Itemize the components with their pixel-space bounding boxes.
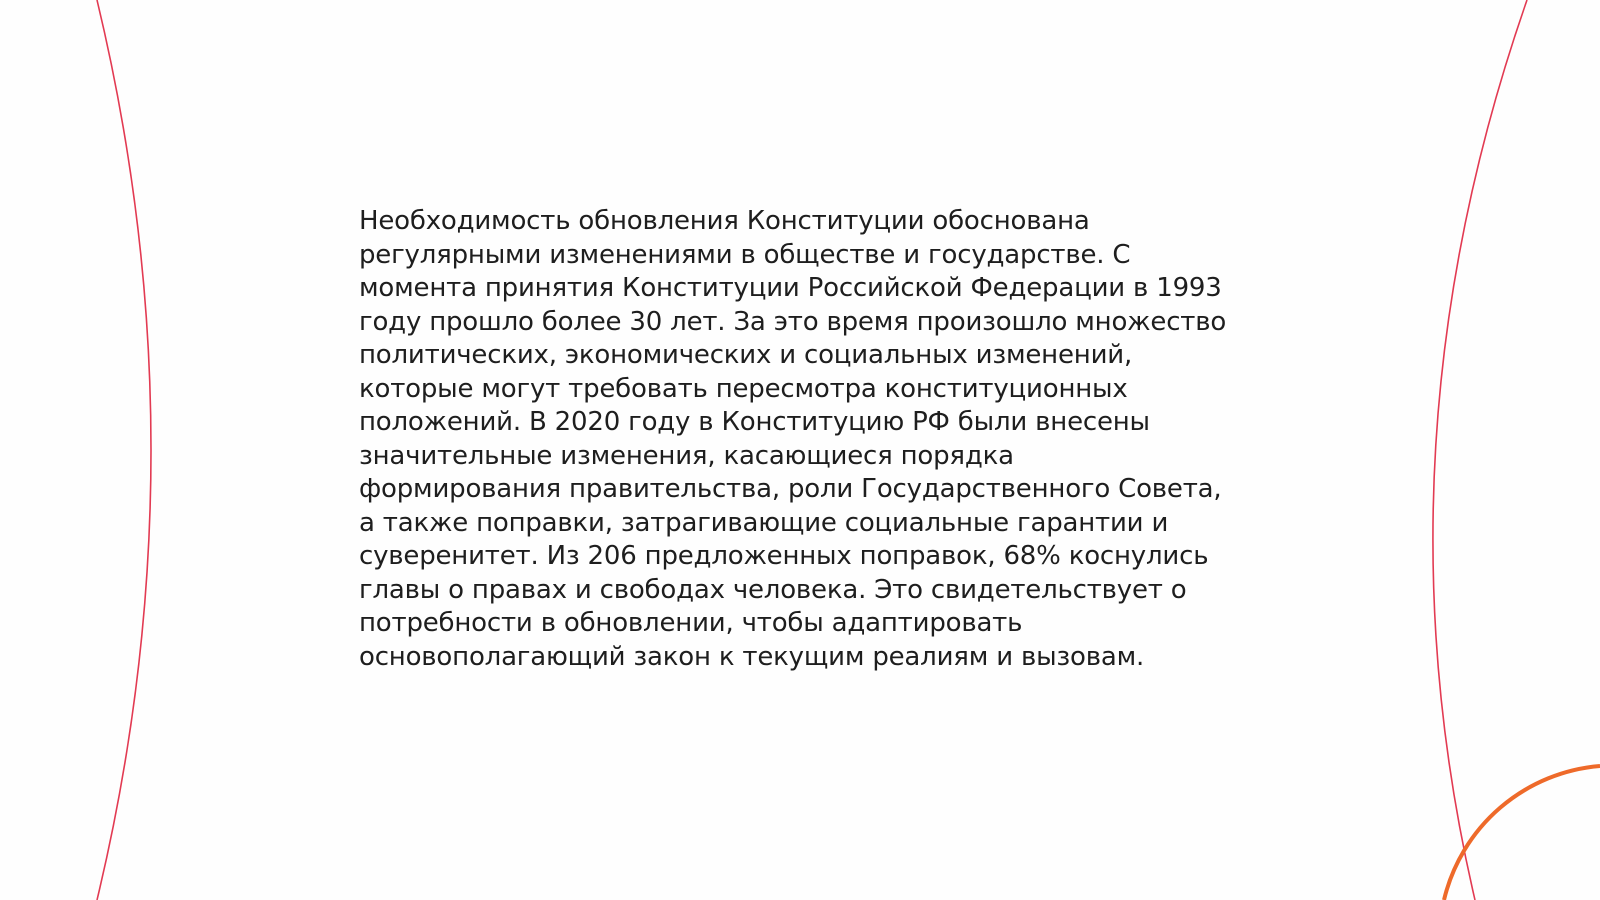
body-text-line: потребности в обновлении, чтобы адаптировать <box>359 608 1023 638</box>
left-curve-line <box>97 0 151 900</box>
body-text-line: а также поправки, затрагивающие социальные гарантии и <box>359 507 1169 538</box>
body-text-line: формирования правительства, роли Государственного Совета, <box>359 474 1222 504</box>
body-text-line: году прошло более 30 лет. За это время произошло множество <box>359 306 1227 337</box>
body-text-line: главы о правах и свободах человека. Это свидетельствует о <box>359 574 1187 605</box>
body-text-line: положений. В 2020 году в Конституцию РФ были внесены <box>359 407 1150 437</box>
body-text <box>359 205 1239 674</box>
body-text-line: момента принятия Конституции Российской Федерации в 1993 <box>359 273 1222 303</box>
right-curve-line <box>1433 0 1527 900</box>
body-text-line: значительные изменения, касающиеся порядка <box>359 440 1014 471</box>
body-text-line: которые могут требовать пересмотра конституционных <box>359 373 1128 404</box>
body-text-line: Необходимость обновления Конституции обоснована <box>359 206 1090 236</box>
body-text-line: суверенитет. Из 206 предложенных поправок, 68% коснулись <box>359 541 1209 571</box>
body-text-line: регулярными изменениями в обществе и государстве. С <box>359 239 1131 270</box>
body-text-line: основополагающий закон к текущим реалиям и вызовам. <box>359 641 1145 672</box>
orange-arc <box>1444 766 1600 900</box>
body-text-line: политических, экономических и социальных изменений, <box>359 340 1133 370</box>
